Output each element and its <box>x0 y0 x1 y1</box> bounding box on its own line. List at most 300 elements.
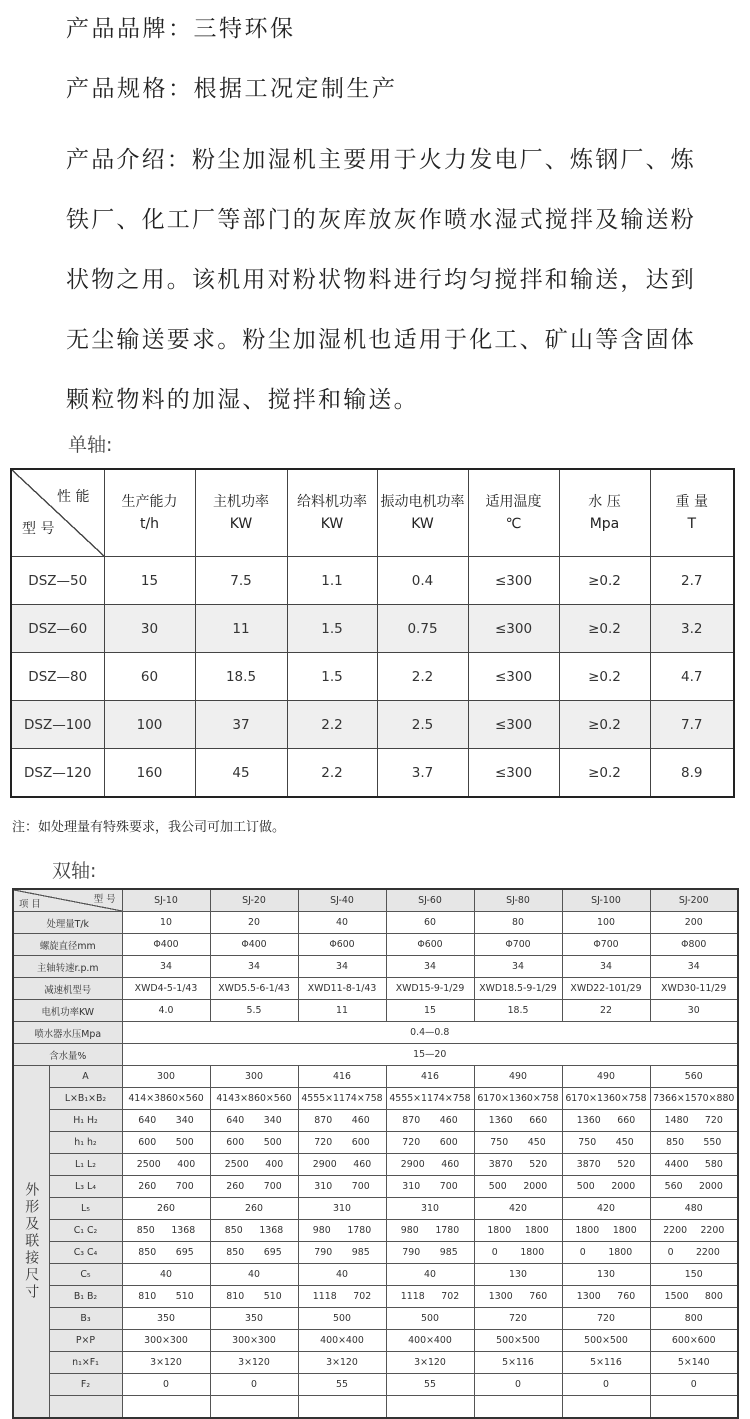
value-cell: 4555×1174×758 <box>298 1088 386 1110</box>
value-part: 310 <box>314 1181 333 1192</box>
value-cell: 500 <box>386 1308 474 1330</box>
model-cell: DSZ—120 <box>11 749 104 798</box>
value-cell: 500×500 <box>562 1330 650 1352</box>
value-cell: 600×600 <box>650 1330 738 1352</box>
value-part: 850 <box>136 1225 155 1236</box>
column-header-line: t/h <box>139 516 160 532</box>
corner-model-label: 型 号 <box>93 894 116 905</box>
value-cell <box>386 1242 474 1264</box>
value-cell: ≥0.2 <box>559 605 650 653</box>
value-cell: XWD18.5-9-1/29 <box>474 978 562 1000</box>
column-header-line: KW <box>229 516 253 532</box>
table-row <box>11 701 734 749</box>
value-cell: 2.7 <box>650 557 734 605</box>
value-cell: 100 <box>562 912 650 934</box>
value-cell: ≤300 <box>468 557 559 605</box>
value-part: 750 <box>490 1137 509 1148</box>
value-cell: 350 <box>210 1308 298 1330</box>
value-cell: 3×120 <box>298 1352 386 1374</box>
column-header-line: 给料机功率 <box>297 494 367 510</box>
value-cell: 0.75 <box>377 605 468 653</box>
value-cell <box>650 1220 738 1242</box>
value-part: 640 <box>138 1115 157 1126</box>
value-cell: 0 <box>122 1374 210 1396</box>
value-cell: ≥0.2 <box>559 653 650 701</box>
value-part: 700 <box>439 1181 458 1192</box>
column-header-line: 重 量 <box>675 494 708 510</box>
value-cell: 400×400 <box>298 1330 386 1352</box>
value-cell <box>650 1176 738 1198</box>
value-part: 702 <box>441 1291 460 1302</box>
value-cell <box>122 1154 210 1176</box>
value-cell: 300×300 <box>210 1330 298 1352</box>
value-cell: 30 <box>104 605 195 653</box>
value-pair <box>563 1247 650 1258</box>
product-spec-line: 产品规格：根据工况定制生产 <box>66 76 398 102</box>
value-part: 1800 <box>608 1247 633 1258</box>
value-pair <box>651 1159 738 1170</box>
value-pair <box>211 1291 298 1302</box>
value-cell <box>386 1220 474 1242</box>
value-part: 1800 <box>487 1225 512 1236</box>
column-header-line: KW <box>320 516 344 532</box>
value-cell <box>386 1286 474 1308</box>
value-cell <box>474 1176 562 1198</box>
value-cell: 200 <box>650 912 738 934</box>
value-cell: 55 <box>386 1374 474 1396</box>
value-cell: 420 <box>474 1198 562 1220</box>
value-part: 720 <box>704 1115 723 1126</box>
value-cell: 2.5 <box>377 701 468 749</box>
column-header <box>287 469 377 557</box>
value-cell: 5×116 <box>474 1352 562 1374</box>
value-part: 560 <box>664 1181 683 1192</box>
value-cell: 0 <box>474 1374 562 1396</box>
value-part: 660 <box>617 1115 636 1126</box>
column-header <box>650 469 734 557</box>
value-part: 640 <box>226 1115 245 1126</box>
value-cell: 3.7 <box>377 749 468 798</box>
model-header: SJ-100 <box>562 889 650 912</box>
value-pair <box>387 1291 474 1302</box>
value-part: 2000 <box>523 1181 548 1192</box>
column-header-line: 生产能力 <box>121 494 178 510</box>
value-cell <box>562 1132 650 1154</box>
dimension-label: L₁ L₂ <box>49 1154 122 1176</box>
value-cell: 150 <box>650 1264 738 1286</box>
table-row <box>11 749 734 798</box>
value-cell: 20 <box>210 912 298 934</box>
model-cell: DSZ—80 <box>11 653 104 701</box>
value-cell: 34 <box>298 956 386 978</box>
value-cell <box>386 1110 474 1132</box>
value-part: 695 <box>263 1247 282 1258</box>
value-cell: 720 <box>474 1308 562 1330</box>
value-cell: Φ600 <box>386 934 474 956</box>
value-pair <box>563 1225 650 1236</box>
value-part: 2500 <box>224 1159 249 1170</box>
value-pair <box>651 1137 738 1148</box>
value-cell <box>474 1132 562 1154</box>
value-cell: 7.5 <box>195 557 287 605</box>
value-pair <box>475 1291 562 1302</box>
value-cell: ≤300 <box>468 749 559 798</box>
value-cell: 15 <box>104 557 195 605</box>
value-pair <box>475 1181 562 1192</box>
value-pair <box>211 1181 298 1192</box>
table-row <box>13 1066 738 1088</box>
value-cell: 3×120 <box>210 1352 298 1374</box>
value-cell <box>210 1132 298 1154</box>
value-cell: ≤300 <box>468 605 559 653</box>
value-pair <box>123 1159 210 1170</box>
value-cell: 130 <box>474 1264 562 1286</box>
value-pair <box>651 1225 738 1236</box>
value-cell <box>650 1110 738 1132</box>
value-cell: 3×120 <box>386 1352 474 1374</box>
value-cell <box>650 1286 738 1308</box>
value-part: 2500 <box>136 1159 161 1170</box>
value-cell: Φ600 <box>298 934 386 956</box>
value-cell <box>210 1176 298 1198</box>
value-pair <box>651 1291 738 1302</box>
value-pair <box>123 1247 210 1258</box>
value-pair <box>299 1159 386 1170</box>
column-header-line: KW <box>411 516 434 532</box>
dimension-label: A <box>49 1066 122 1088</box>
value-part: 1780 <box>435 1225 460 1236</box>
value-cell: 1.5 <box>287 653 377 701</box>
value-part: 985 <box>439 1247 458 1258</box>
table-row <box>13 1022 738 1044</box>
value-cell: 18.5 <box>195 653 287 701</box>
value-cell: 560 <box>650 1066 738 1088</box>
table-row <box>13 1330 738 1352</box>
value-cell: 8.9 <box>650 749 734 798</box>
value-cell <box>562 1242 650 1264</box>
value-cell <box>474 1110 562 1132</box>
column-header <box>377 469 468 557</box>
value-cell <box>122 1286 210 1308</box>
value-cell <box>298 1242 386 1264</box>
table-row <box>13 1374 738 1396</box>
value-part: 580 <box>704 1159 723 1170</box>
value-cell <box>298 1176 386 1198</box>
value-cell <box>474 1154 562 1176</box>
value-cell <box>122 1132 210 1154</box>
value-cell: Φ400 <box>210 934 298 956</box>
value-cell: 480 <box>650 1198 738 1220</box>
value-cell: 414×3860×560 <box>122 1088 210 1110</box>
value-cell: 11 <box>298 1000 386 1022</box>
value-cell: 5×116 <box>562 1352 650 1374</box>
value-pair <box>387 1225 474 1236</box>
column-header-line: Mpa <box>589 516 620 532</box>
value-cell: 4.0 <box>122 1000 210 1022</box>
value-part: 460 <box>441 1159 460 1170</box>
value-part: 980 <box>312 1225 331 1236</box>
value-cell: 34 <box>562 956 650 978</box>
value-cell <box>210 1154 298 1176</box>
value-cell: 3×120 <box>122 1352 210 1374</box>
table-corner-header <box>13 889 122 912</box>
value-part: 500 <box>175 1137 194 1148</box>
column-header <box>468 469 559 557</box>
value-cell: Φ700 <box>562 934 650 956</box>
value-part: 985 <box>351 1247 370 1258</box>
value-cell: 34 <box>650 956 738 978</box>
dimension-label: n₁×F₁ <box>49 1352 122 1374</box>
value-cell: 15 <box>386 1000 474 1022</box>
value-part: 790 <box>314 1247 333 1258</box>
value-cell: 18.5 <box>474 1000 562 1022</box>
value-pair <box>299 1225 386 1236</box>
value-cell <box>650 1242 738 1264</box>
value-part: 260 <box>138 1181 157 1192</box>
value-cell: 40 <box>386 1264 474 1286</box>
value-cell: 40 <box>210 1264 298 1286</box>
table-row <box>13 1198 738 1220</box>
value-cell: 100 <box>104 701 195 749</box>
value-cell: XWD22-101/29 <box>562 978 650 1000</box>
value-cell: 6170×1360×758 <box>474 1088 562 1110</box>
value-part: 850 <box>226 1247 245 1258</box>
value-cell <box>298 1220 386 1242</box>
column-header-line: ℃ <box>505 516 522 532</box>
row-label: 螺旋直径mm <box>13 934 122 956</box>
value-part: 400 <box>265 1159 284 1170</box>
value-pair <box>387 1247 474 1258</box>
value-part: 1780 <box>347 1225 372 1236</box>
value-cell: 350 <box>122 1308 210 1330</box>
table-row <box>13 956 738 978</box>
dimension-label: B₃ <box>49 1308 122 1330</box>
value-pair <box>299 1181 386 1192</box>
table-row <box>13 1132 738 1154</box>
value-cell <box>298 1110 386 1132</box>
value-cell: 80 <box>474 912 562 934</box>
value-cell: 800 <box>650 1308 738 1330</box>
value-pair <box>211 1159 298 1170</box>
table-row <box>11 557 734 605</box>
row-label: 含水量% <box>13 1044 122 1066</box>
table-row <box>13 1088 738 1110</box>
value-cell: 310 <box>386 1198 474 1220</box>
value-part: 1118 <box>400 1291 425 1302</box>
value-part: 400 <box>177 1159 196 1170</box>
value-cell: ≥0.2 <box>559 701 650 749</box>
value-part: 310 <box>402 1181 421 1192</box>
value-part: 340 <box>263 1115 282 1126</box>
value-cell: Φ400 <box>122 934 210 956</box>
value-pair <box>651 1247 738 1258</box>
value-cell: 160 <box>104 749 195 798</box>
value-cell: 2.2 <box>377 653 468 701</box>
table-row <box>13 1176 738 1198</box>
dimension-label: C₅ <box>49 1264 122 1286</box>
value-pair <box>475 1159 562 1170</box>
row-label: 处理量T/k <box>13 912 122 934</box>
value-pair <box>123 1115 210 1126</box>
value-part: 460 <box>353 1159 372 1170</box>
value-cell: ≤300 <box>468 653 559 701</box>
single-shaft-spec-table <box>10 468 735 798</box>
value-part: 600 <box>226 1137 245 1148</box>
value-cell: 60 <box>386 912 474 934</box>
value-cell: 55 <box>298 1374 386 1396</box>
single-shaft-title: 单轴: <box>68 434 113 456</box>
value-cell <box>650 1154 738 1176</box>
value-cell: 416 <box>298 1066 386 1088</box>
corner-item-label: 项 目 <box>19 899 41 910</box>
model-cell: DSZ—50 <box>11 557 104 605</box>
value-part: 600 <box>439 1137 458 1148</box>
value-cell: 416 <box>386 1066 474 1088</box>
table-row <box>13 1352 738 1374</box>
value-part: 1118 <box>312 1291 337 1302</box>
value-part: 700 <box>263 1181 282 1192</box>
corner-model-label: 型 号 <box>22 521 55 537</box>
corner-performance-label: 性 能 <box>57 489 90 505</box>
value-cell: ≥0.2 <box>559 557 650 605</box>
value-part: 500 <box>263 1137 282 1148</box>
value-part: 500 <box>488 1181 507 1192</box>
value-pair <box>123 1137 210 1148</box>
value-pair <box>211 1137 298 1148</box>
value-cell: 300 <box>210 1066 298 1088</box>
value-part: 2200 <box>663 1225 688 1236</box>
value-cell <box>386 1132 474 1154</box>
value-cell <box>210 1242 298 1264</box>
value-cell: 1.1 <box>287 557 377 605</box>
column-header-line: 主机功率 <box>213 494 269 510</box>
table-row <box>13 912 738 934</box>
value-part: 1800 <box>520 1247 545 1258</box>
value-pair <box>563 1181 650 1192</box>
value-pair <box>387 1115 474 1126</box>
value-part: 1800 <box>612 1225 637 1236</box>
column-header-line: 适用温度 <box>485 494 542 510</box>
value-part: 260 <box>226 1181 245 1192</box>
value-cell <box>650 1132 738 1154</box>
value-part: 800 <box>704 1291 723 1302</box>
value-pair <box>475 1247 562 1258</box>
value-part: 1368 <box>171 1225 196 1236</box>
value-cell: 34 <box>386 956 474 978</box>
value-part: 750 <box>578 1137 597 1148</box>
value-cell: 40 <box>298 912 386 934</box>
column-header <box>195 469 287 557</box>
value-part: 1300 <box>488 1291 513 1302</box>
value-part: 760 <box>617 1291 636 1302</box>
dimension-label: L×B₁×B₂ <box>49 1088 122 1110</box>
dimensions-side-label: 外形及联接尺寸 <box>13 1066 49 1419</box>
value-part: 520 <box>529 1159 548 1170</box>
value-cell: 11 <box>195 605 287 653</box>
table-corner-header <box>11 469 104 557</box>
value-cell: 720 <box>562 1308 650 1330</box>
column-header <box>559 469 650 557</box>
value-part: 1800 <box>524 1225 549 1236</box>
dimension-label: C₁ C₂ <box>49 1220 122 1242</box>
value-part: 510 <box>263 1291 282 1302</box>
value-cell <box>562 1286 650 1308</box>
table-row <box>11 653 734 701</box>
model-header: SJ-60 <box>386 889 474 912</box>
value-cell: XWD5.5-6-1/43 <box>210 978 298 1000</box>
value-cell: Φ700 <box>474 934 562 956</box>
value-cell <box>210 1220 298 1242</box>
value-cell: 260 <box>122 1198 210 1220</box>
value-pair <box>563 1115 650 1126</box>
value-pair <box>651 1115 738 1126</box>
double-shaft-spec-table <box>12 888 739 1419</box>
value-cell: 45 <box>195 749 287 798</box>
value-pair <box>651 1181 738 1192</box>
value-cell: 37 <box>195 701 287 749</box>
column-header-line: 振动电机功率 <box>380 494 465 510</box>
value-part: 1360 <box>488 1115 513 1126</box>
value-cell <box>386 1154 474 1176</box>
merged-value-cell: 15—20 <box>122 1044 738 1066</box>
value-pair <box>475 1137 562 1148</box>
value-cell: 34 <box>474 956 562 978</box>
value-part: 702 <box>353 1291 372 1302</box>
value-cell: 2.2 <box>287 749 377 798</box>
value-cell: 0 <box>210 1374 298 1396</box>
product-brand-line: 产品品牌：三特环保 <box>66 16 296 42</box>
value-part: 1480 <box>664 1115 689 1126</box>
value-cell: 5×140 <box>650 1352 738 1374</box>
value-part: 850 <box>138 1247 157 1258</box>
merged-value-cell: 0.4—0.8 <box>122 1022 738 1044</box>
value-cell: 490 <box>474 1066 562 1088</box>
table-row <box>13 1220 738 1242</box>
dimension-label: L₅ <box>49 1198 122 1220</box>
value-cell: 4555×1174×758 <box>386 1088 474 1110</box>
value-cell: 310 <box>298 1198 386 1220</box>
value-pair <box>211 1115 298 1126</box>
value-part: 1800 <box>575 1225 600 1236</box>
value-cell: 0 <box>650 1374 738 1396</box>
value-part: 600 <box>351 1137 370 1148</box>
value-part: 790 <box>402 1247 421 1258</box>
value-cell <box>122 1220 210 1242</box>
dimension-label: L₃ L₄ <box>49 1176 122 1198</box>
value-cell: 7.7 <box>650 701 734 749</box>
value-part: 340 <box>175 1115 194 1126</box>
value-part: 2000 <box>698 1181 723 1192</box>
value-part: 460 <box>351 1115 370 1126</box>
value-cell: 0 <box>562 1374 650 1396</box>
value-cell: XWD30-11/29 <box>650 978 738 1000</box>
value-part: 450 <box>527 1137 546 1148</box>
value-cell <box>122 1176 210 1198</box>
value-cell <box>474 1220 562 1242</box>
value-part: 0 <box>667 1247 674 1258</box>
model-cell: DSZ—100 <box>11 701 104 749</box>
value-part: 700 <box>351 1181 370 1192</box>
value-pair <box>563 1159 650 1170</box>
dimension-label: h₁ h₂ <box>49 1132 122 1154</box>
value-part: 500 <box>576 1181 595 1192</box>
value-pair <box>123 1291 210 1302</box>
table-row <box>13 1286 738 1308</box>
model-cell: DSZ—60 <box>11 605 104 653</box>
value-pair <box>475 1225 562 1236</box>
value-part: 850 <box>666 1137 685 1148</box>
value-cell: 2.2 <box>287 701 377 749</box>
